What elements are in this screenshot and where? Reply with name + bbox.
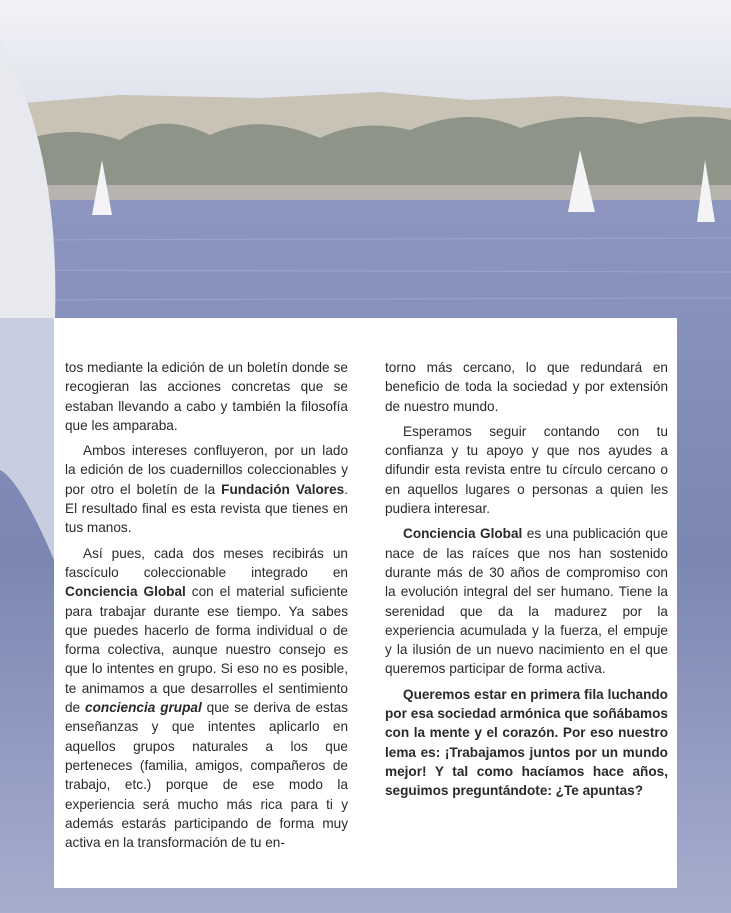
fundacion-valores-bold: Fundación Valores xyxy=(221,481,345,497)
right-paragraph-1 xyxy=(385,358,668,416)
left-paragraph-3-text-start: Así pues, cada dos meses recibirás un fascículo coleccionable integrado en xyxy=(65,545,348,580)
left-paragraph-1 xyxy=(65,358,348,435)
conciencia-global-bold: Conciencia Global xyxy=(65,584,186,600)
closing-motto-text: Queremos estar en primera fila luchando por esa sociedad armónica que soñábamos con la mente y el corazón. Por eso nuestro lema es: ¡Trabajamos juntos por un mundo mejor! Y tal como hacíamos hace años, seguimos preguntándote: ¿Te apuntas? xyxy=(385,686,668,799)
right-paragraph-2 xyxy=(385,422,668,518)
right-paragraph-2-text: Esperamos seguir contando con tu confianza y tu apoyo y que nos ayudes a difundir esta revista entre tu círculo cercano o en aquellos lugares o personas a quien les pudiera interesar. xyxy=(385,423,668,517)
left-paragraph-3 xyxy=(65,544,348,853)
article-text-panel xyxy=(54,318,677,888)
right-paragraph-3 xyxy=(385,524,668,678)
left-paragraph-2 xyxy=(65,441,348,537)
closing-motto-paragraph xyxy=(385,685,668,801)
left-column xyxy=(65,358,348,858)
right-paragraph-3-text-end: es una publicación que nace de las raíces que nos han sostenido durante más de 30 años de compromiso con la evolución integral del ser humano. Tiene la serenidad que da la madurez por la experiencia acumulada y la fuerza, el empuje y la ilusión de un nuevo nacimiento en el que queremos participar de forma activa. xyxy=(385,526,669,677)
left-paragraph-1-text: tos mediante la edición de un boletín donde se recogieran las acciones concretas que se estaban llevando a cabo y también la filosofía que les amparaba. xyxy=(65,360,348,433)
conciencia-global-bold-2: Conciencia Global xyxy=(403,526,523,542)
left-paragraph-2-text-end: . El resultado final es esta revista que tienes en tus manos. xyxy=(65,481,349,536)
left-paragraph-2-text-start: Ambos intereses confluyeron, por un lado la edición de los cuadernillos coleccionables y por otro el boletín de la xyxy=(65,443,348,497)
left-paragraph-3-text-mid: con el material suficiente para trabajar durante ese tiempo. Ya sabes que puedes hacerlo de forma individual o de forma colectiva, aunque nuestro consejo es que lo intentes en grupo. Si eso no es posible, te animamos a que desarrolles el sentimiento de xyxy=(65,584,348,716)
right-column xyxy=(385,358,668,807)
conciencia-grupal-bold-italic: conciencia grupal xyxy=(85,700,202,716)
left-paragraph-3-text-end: que se deriva de estas enseñanzas y que intentes aplicarlo en aquellos grupos naturales a los que perteneces (familia, amigos, compañeros de trabajo, etc.) porque de ese modo la experiencia será mucho más rica para ti y además estarás participando de forma muy activa en la transformación de tu en- xyxy=(65,700,348,851)
right-paragraph-1-text: torno más cercano, lo que redundará en beneficio de toda la sociedad y por extensión de nuestro mundo. xyxy=(385,360,668,414)
